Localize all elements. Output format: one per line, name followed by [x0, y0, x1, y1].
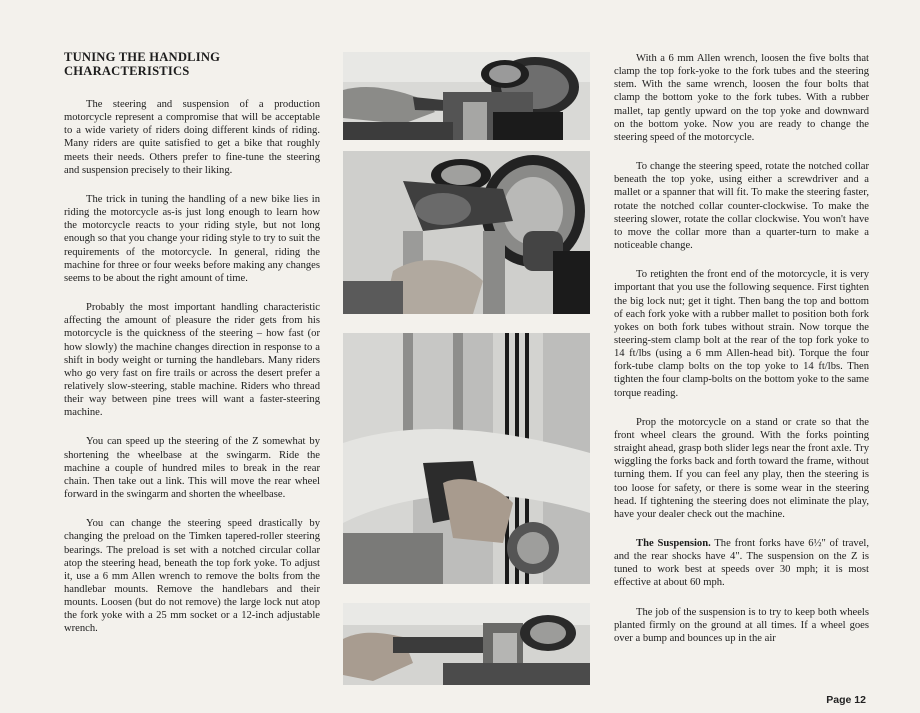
paragraph: The steering and suspension of a production motorcycle represent a compromise that will be acceptable to a wide variety of riders doing different kinds of riding. Many riders are quite satisfied to get a bike that roughly meets their needs. Others prefer to fine-tune the steering and suspension precisely to their liking.	[64, 99, 320, 176]
photo-lock-nut-wrench	[343, 603, 590, 685]
paragraph: The job of the suspension is to try to keep both wheels planted firmly on the ground at all times. If a wheel goes over a bump and bounces up in the air	[614, 606, 869, 644]
photo-4-image	[343, 603, 590, 685]
suspension-text: The front forks have 6½" of travel, and the rear shocks have 4". The suspension on the Z is tuned to work best at speeds over 30 mph; it is most effective at about 60 mph.	[614, 538, 869, 589]
suspension-heading: The Suspension.	[636, 538, 711, 549]
left-text-column	[64, 50, 320, 652]
page-number: Page 12	[826, 694, 866, 706]
right-text-column	[614, 52, 869, 661]
photo-3-image	[343, 333, 590, 584]
section-title: TUNING THE HANDLING CHARACTERISTICS	[64, 50, 221, 78]
photo-top-yoke	[343, 151, 590, 314]
paragraph: You can speed up the steering of the Z somewhat by shortening the wheelbase at the swingarm. Ride the machine a couple of hundred miles to break in the rear chain. Then take out a link. This will move the rear wheel forward in the swingarm and shorten the wheelbase.	[64, 436, 320, 501]
photo-2-image	[343, 151, 590, 314]
paragraph: With a 6 mm Allen wrench, loosen the five bolts that clamp the top fork-yoke to the fork tubes and the steering stem. With the same wrench, loosen the four bolts that clamp the bottom yoke to the fork tubes. With a rubber mallet, tap gently upward on the top yoke and downward on the bottom yoke. Now you are ready to change the steering speed of the motorcycle.	[614, 53, 869, 143]
paragraph: Prop the motorcycle on a stand or crate so that the front wheel clears the ground. With the forks pointing straight ahead, grasp both slider legs near the front axle. Try wiggling the forks back and forth toward the frame, without turning them. If you can feel any play, then the steering is too loose for safety, or there is some wear in the steering head. If tightening the steering does not eliminate the play, have your dealer check out the machine.	[614, 416, 869, 520]
paragraph: You can change the steering speed drastically by changing the preload on the Timken tapered-roller steering bearings. The preload is set with a notched circular collar atop the steering head, beneath the top fork yoke. To adjust it, use a 6 mm Allen wrench to remove the bolts from the handlebar mounts. Remove the handlebars and their mounts. Loosen (but do not remove) the large lock nut atop the fork yoke with a 25 mm socket or a 12-inch adjustable wrench.	[64, 518, 320, 635]
paragraph: The trick in tuning the handling of a new bike lies in riding the motorcycle as-is just long enough to learn how the motorcycle reacts to your riding style, but not long enough so that you change your riding style to try to suit the requirements of the motorcycle. In general, riding the machine for three or four weeks before making any changes seems to be about the right amount of time.	[64, 193, 320, 284]
suspension-paragraph	[614, 537, 869, 590]
paragraph: To change the steering speed, rotate the notched collar beneath the top yoke, using either a screwdriver and a mallet or a spanner that will fit. To make the steering faster, rotate the notched collar counter-clockwise. To make the steering slower, rotate the collar clockwise. You won't have to move the collar more than a quarter-turn to make a noticeable change.	[614, 161, 869, 252]
photo-bottom-yoke	[343, 333, 590, 584]
photo-1-image	[343, 52, 590, 140]
photo-column	[343, 52, 590, 685]
paragraph: To retighten the front end of the motorcycle, it is very important that you use the following sequence. First tighten the big lock nut; get it tight. Then bang the top and bottom of each fork yoke with a rubber mallet to position both fork yokes on both fork tubes without strain. Now torque the steering-stem clamp bolt at the rear of the top fork yoke to 14 ft/lbs (using a 6 mm Allen-head bit). Torque the four fork-tube clamp bolts on the top yoke to 14 ft/lbs. Then tighten the four clamp-bolts on the bottom yoke to the same torque reading.	[614, 269, 869, 399]
paragraph: Probably the most important handling characteristic affecting the amount of pleasure the rider gets from his motorcycle is the quickness of the steering – how fast (or how slowly) the machine changes direction in response to a shift in body weight or turning the handlebars. Many riders who go very fast on fire trails or across the desert prefer a relatively slow-steering, stable machine. Riders who thread their way between pine trees will want a faster-steering machine.	[64, 302, 320, 419]
photo-handlebar-wrench	[343, 52, 590, 140]
